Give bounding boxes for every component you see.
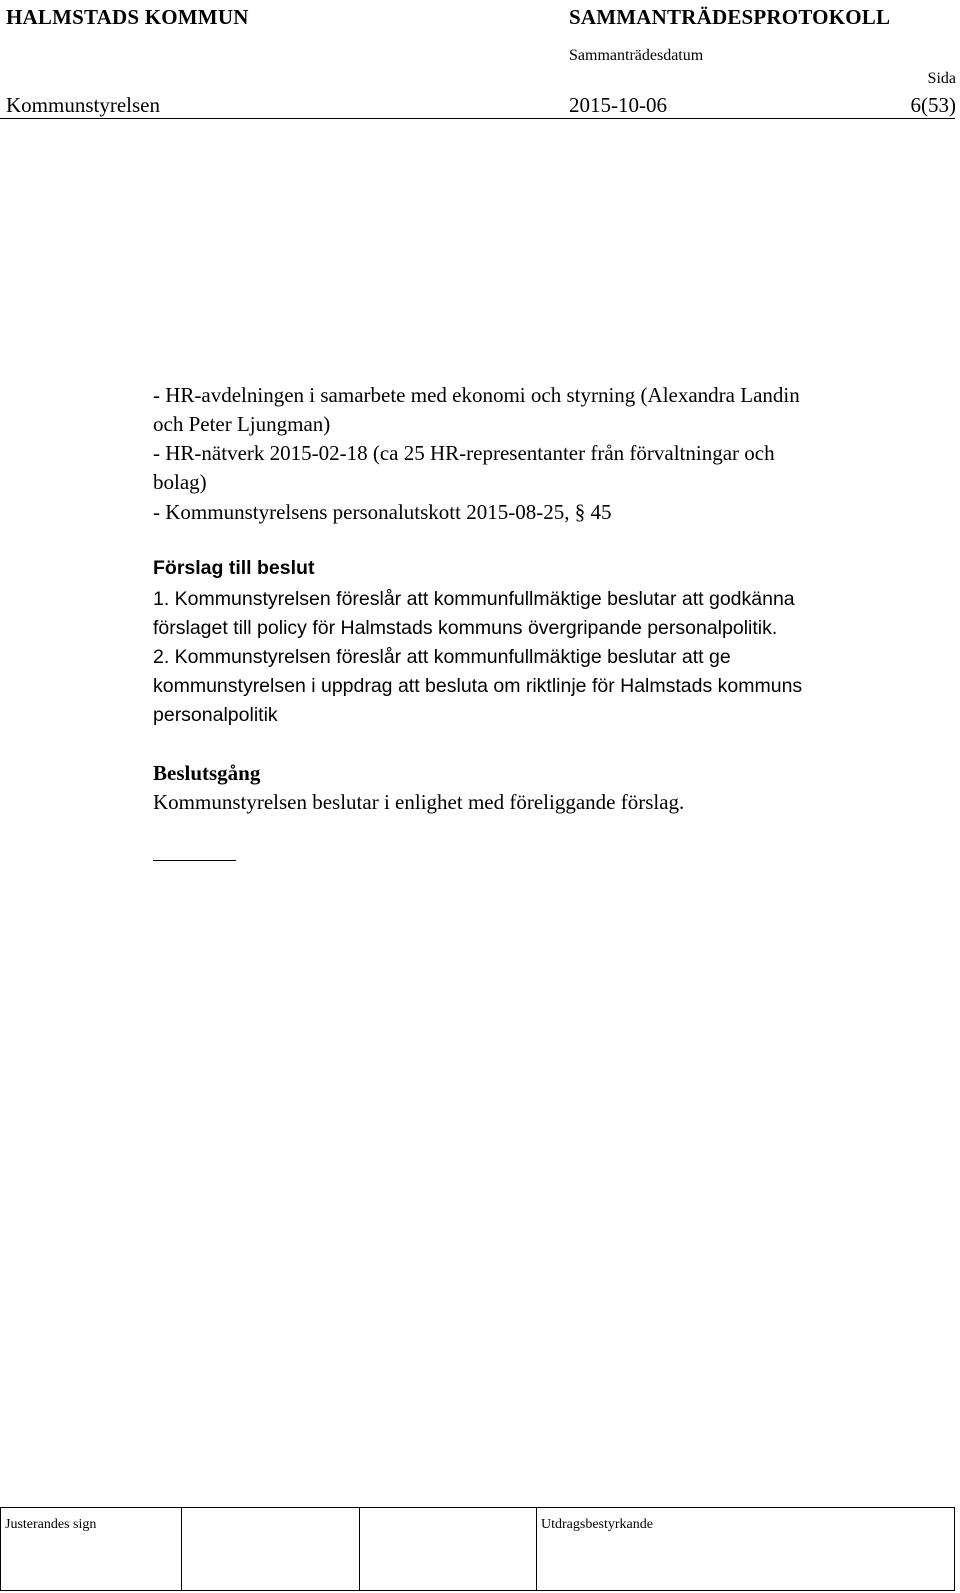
decision-heading: Beslutsgång bbox=[153, 761, 261, 785]
proposal-line: kommunstyrelsen i uppdrag att besluta om riktlinje för Halmstads kommuns bbox=[153, 675, 803, 697]
end-rule bbox=[153, 860, 236, 861]
proposal-line: förslaget till policy för Halmstads kommuns övergripande personalpolitik. bbox=[153, 617, 778, 639]
proposal-line: 2. Kommunstyrelsen föreslår att kommunfullmäktige beslutar att ge bbox=[153, 646, 731, 668]
page-label: Sida bbox=[927, 70, 956, 87]
committee-name: Kommunstyrelsen bbox=[6, 93, 160, 117]
signature-cell bbox=[182, 1508, 360, 1590]
proposal-line: personalpolitik bbox=[153, 704, 278, 726]
organization-name: HALMSTADS KOMMUN bbox=[6, 5, 249, 29]
page-number: 6(53) bbox=[910, 93, 956, 117]
meeting-date: 2015-10-06 bbox=[569, 93, 667, 117]
intro-line: - HR-nätverk 2015-02-18 (ca 25 HR-representanter från förvaltningar och bbox=[153, 441, 775, 465]
signature-table bbox=[0, 1507, 955, 1591]
document-type: SAMMANTRÄDESPROTOKOLL bbox=[569, 5, 891, 29]
intro-line: bolag) bbox=[153, 470, 207, 494]
decision-text: Kommunstyrelsen beslutar i enlighet med föreliggande förslag. bbox=[153, 790, 685, 814]
proposal-heading: Förslag till beslut bbox=[153, 557, 315, 579]
signature-cell-label bbox=[1, 1508, 182, 1590]
proposal-line: 1. Kommunstyrelsen föreslår att kommunfullmäktige beslutar att godkänna bbox=[153, 588, 795, 610]
intro-line: och Peter Ljungman) bbox=[153, 412, 331, 436]
signature-cell bbox=[360, 1508, 537, 1590]
intro-line: - Kommunstyrelsens personalutskott 2015-08-25, § 45 bbox=[153, 500, 612, 524]
extract-label: Utdragsbestyrkande bbox=[541, 1517, 653, 1532]
signature-label: Justerandes sign bbox=[5, 1517, 97, 1532]
extract-cell bbox=[537, 1508, 954, 1590]
meeting-date-label: Sammanträdesdatum bbox=[569, 47, 704, 64]
header-divider bbox=[0, 118, 955, 119]
intro-line: - HR-avdelningen i samarbete med ekonomi och styrning (Alexandra Landin bbox=[153, 383, 800, 407]
